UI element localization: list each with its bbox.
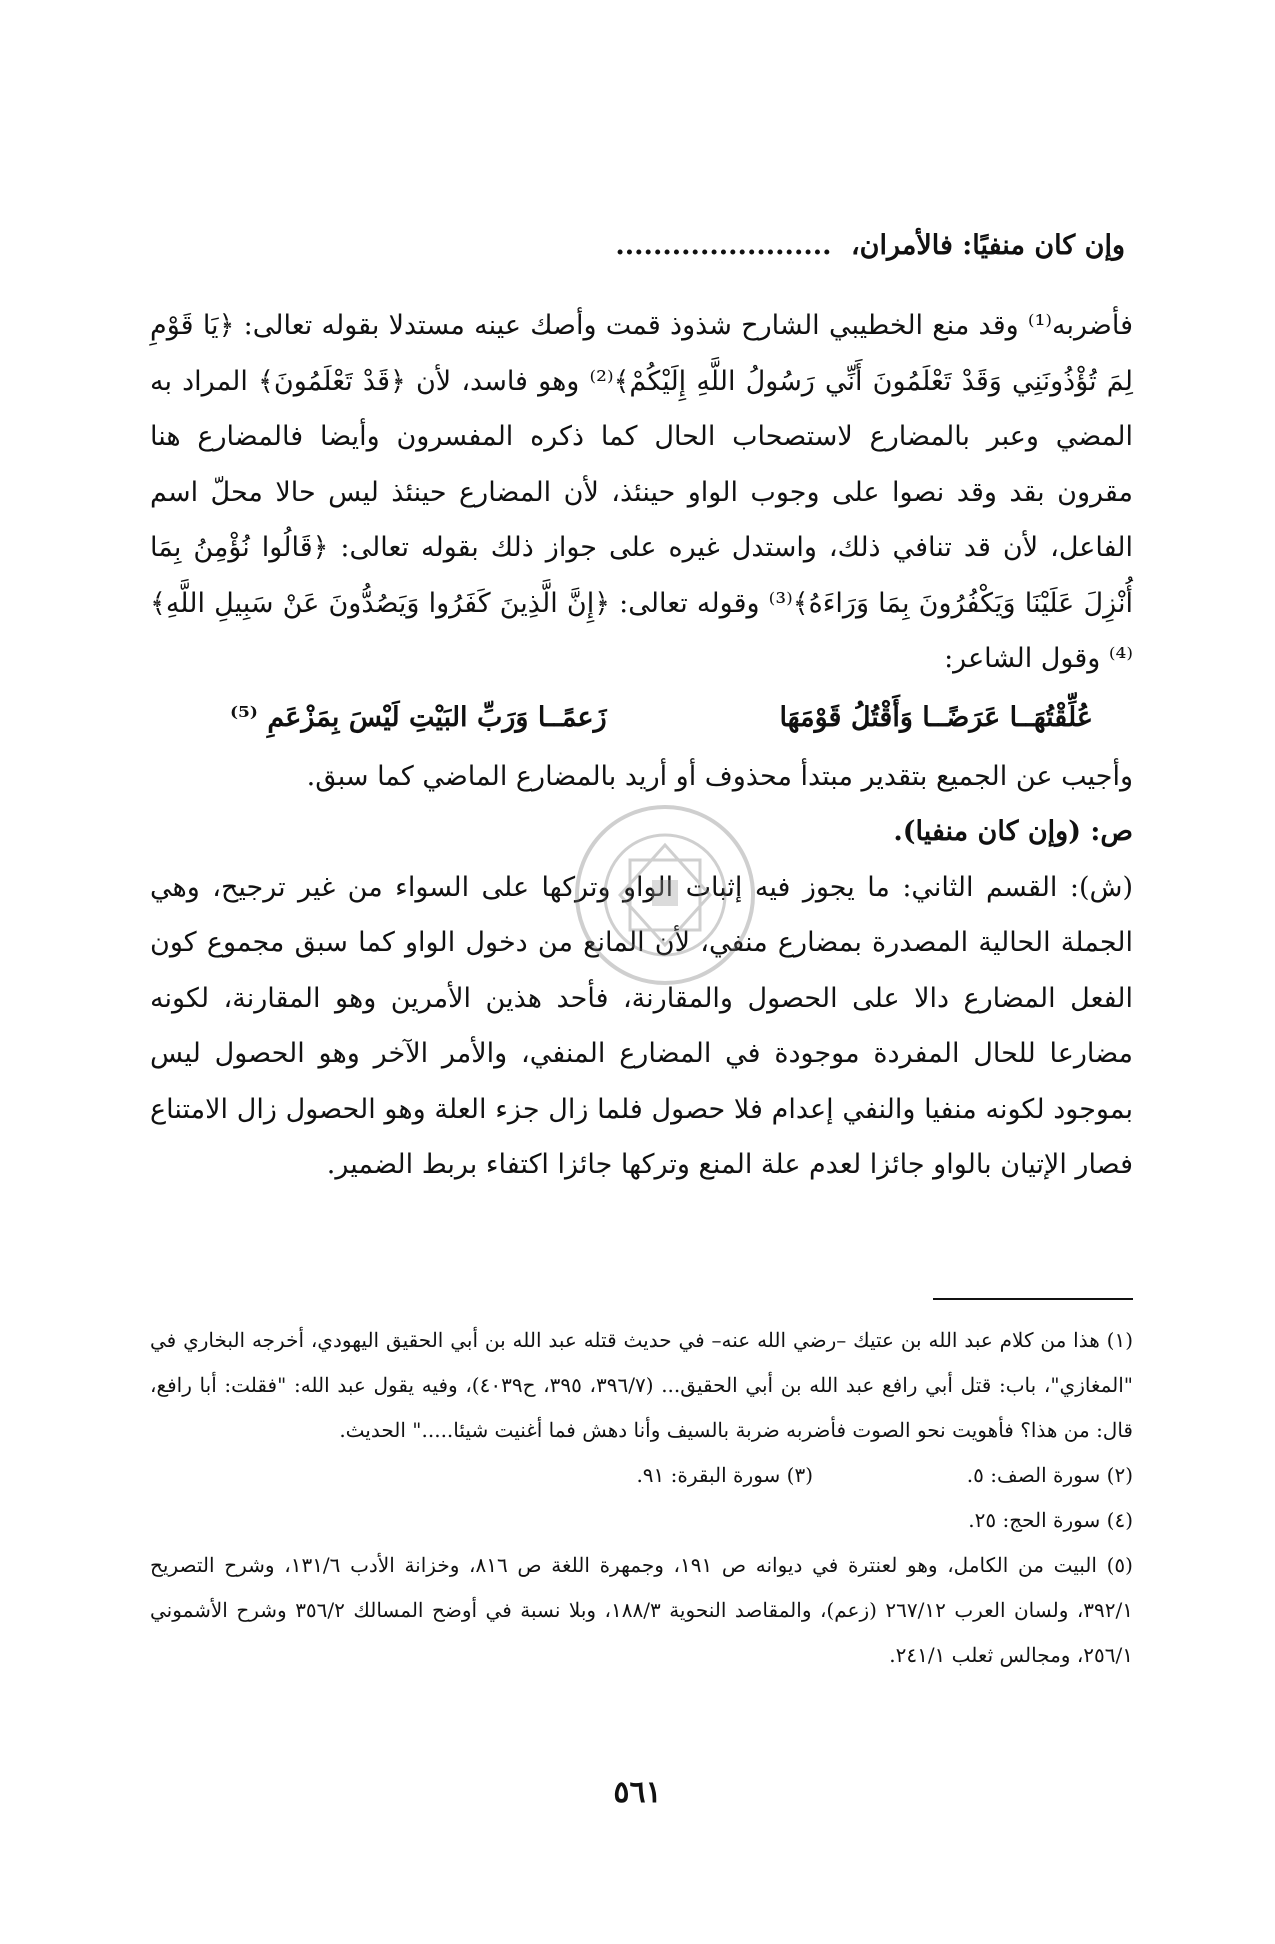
- paragraph-opening: فأضربه⁽¹⁾ وقد منع الخطيبي الشارح شذوذ قمت وأصك عينه مستدلا بقوله تعالى: ﴿يَا قَوْمِ لِمَ تُؤْذُونَنِي وَقَدْ تَعْلَمُونَ أَنِّي رَسُولُ اللَّهِ إِلَيْكُمْ﴾⁽²⁾ وهو فاسد، لأن ﴿قَدْ تَعْلَمُونَ﴾ المراد به المضي وعبر بالمضارع لاستصحاب الحال كما ذكره المفسرون وأيضا فالمضارع هنا مقرون بقد وقد نصوا على وجوب الواو حينئذ، لأن المضارع حينئذ ليس حالا محلّ اسم الفاعل، لأن قد تنافي ذلك، واستدل غيره على جواز ذلك بقوله تعالى: ﴿قَالُوا نُؤْمِنُ بِمَا أُنْزِلَ عَلَيْنَا وَيَكْفُرُونَ بِمَا وَرَاءَهُ﴾⁽³⁾ وقوله تعالى: ﴿إِنَّ الَّذِينَ كَفَرُوا وَيَصُدُّونَ عَنْ سَبِيلِ اللَّهِ﴾⁽⁴⁾ وقول الشاعر:: [150, 310, 1134, 674]
- running-header: [230, 230, 1125, 261]
- footnote-4: (٤) سورة الحج: ٢٥.: [968, 1508, 1133, 1532]
- footnote-5: (٥) البيت من الكامل، وهو لعنترة في ديوانه ص ١٩١، وجمهرة اللغة ص ٨١٦، وخزانة الأدب ١٣١/٦، وشرح التصريح ٣٩٢/١، ولسان العرب ٢٦٧/١٢ (زعم)، والمقاصد النحوية ١٨٨/٣، وبلا نسبة في أوضح المسالك ٣٥٦/٢ وشرح الأشموني ٢٥٦/١، ومجالس ثعلب ٢٤١/١.: [150, 1553, 1134, 1667]
- footnote-2: (٢) سورة الصف: ٥.: [966, 1463, 1133, 1487]
- footnote-row-2-3: [150, 1453, 1133, 1498]
- section-heading: ص: (وإن كان منفيا).: [893, 816, 1133, 847]
- poetry-verse: [150, 687, 1133, 749]
- library-seal-watermark: [570, 800, 760, 990]
- footnote-1: (١) هذا من كلام عبد الله بن عتيك –رضي الله عنه– في حديث قتله عبد الله بن أبي الحقيق اليهودي، أخرجه البخاري في "المغازي"، باب: قتل أبي رافع عبد الله بن أبي الحقيق... (٣٩٦/٧، ٣٩٥، ح٤٠٣٩)، وفيه يقول عبد الله: "فقلت: أبا رافع، قال: من هذا؟ فأهويت نحو الصوت فأضربه ضربة بالسيف وأنا دهش فما أغنيت شيئا....." الحديث.: [150, 1328, 1134, 1442]
- verse-second-hemistich: زَعمًــا وَرَبِّ البَيْتِ لَيْسَ بِمَزْعَمِ ⁽⁵⁾: [230, 701, 607, 733]
- page-number: ٥٦١: [613, 1775, 662, 1810]
- main-text: [150, 298, 1133, 1193]
- header-title: وإن كان منفيًا: فالأمران،: [850, 230, 1125, 261]
- footnote-3: (٣) سورة البقرة: ٩١.: [636, 1463, 813, 1487]
- paragraph-answer: وأجيب عن الجميع بتقدير مبتدأ محذوف أو أريد بالمضارع الماضي كما سبق.: [306, 760, 1133, 792]
- verse-first-hemistich: عُلِّقْتُهَــا عَرَضًــا وَأَقْتُلُ قَوْمَهَا: [779, 701, 1093, 733]
- header-dots: .......................: [615, 230, 832, 261]
- footnotes: [150, 1318, 1133, 1678]
- footnote-separator: [933, 1298, 1133, 1300]
- paragraph-commentary: (ش): القسم الثاني: ما يجوز فيه إثبات الواو وتركها على السواء من غير ترجيح، وهي الجملة الحالية المصدرة بمضارع منفي، لأن المانع من دخول الواو كما سبق مجموع كون الفعل المضارع دالا على الحصول والمقارنة، فأحد هذين الأمرين وهو المقارنة، لكونه مضارعا للحال المفردة موجودة في المضارع المنفي، والأمر الآخر وهو الحصول ليس بموجود لكونه منفيا والنفي إعدام فلا حصول فلما زال جزء العلة وهو الحصول زال الامتناع فصار الإتيان بالواو جائزا لعدم علة المنع وتركها جائزا اكتفاء بربط الضمير.: [150, 871, 1133, 1180]
